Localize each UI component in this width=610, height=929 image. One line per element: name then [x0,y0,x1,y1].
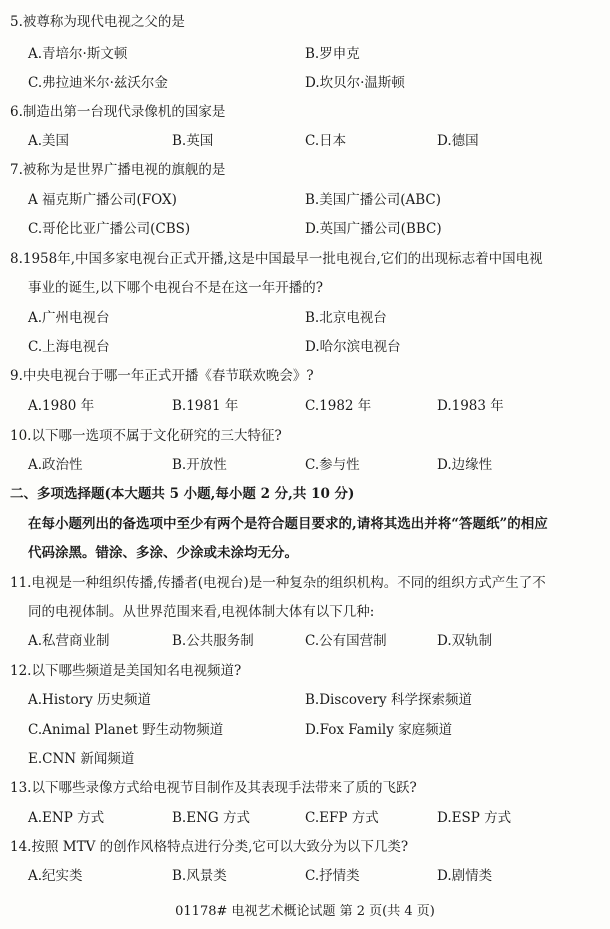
question-8-stem-line2: 事业的诞生,以下哪个电视台不是在这一年开播的? [28,280,324,296]
section-2-heading: 二、多项选择题(本大题共 5 小题,每小题 2 分,共 10 分) [10,486,355,502]
q14-option-b: B.风景类 [172,868,227,884]
q5-option-d: D.坎贝尔·温斯顿 [305,75,405,91]
q11-option-b: B.公共服务制 [172,633,254,649]
q13-option-b: B.ENG 方式 [172,810,250,826]
q10-option-d: D.边缘性 [437,457,493,473]
question-7-stem: 7.被称为是世界广播电视的旗舰的是 [10,162,226,178]
q13-option-d: D.ESP 方式 [437,810,512,826]
q10-option-a: A.政治性 [28,457,83,473]
q11-option-a: A.私营商业制 [28,633,110,649]
q11-option-d: D.双轨制 [437,633,493,649]
q7-option-d: D.英国广播公司(BBC) [305,221,442,237]
q9-option-c: C.1982 年 [305,398,372,414]
q6-option-d: D.德国 [437,133,479,149]
question-10-stem: 10.以下哪一选项不属于文化研究的三大特征? [10,428,282,444]
question-13-stem: 13.以下哪些录像方式给电视节目制作及其表现手法带来了质的飞跃? [10,780,417,796]
q12-option-c: C.Animal Planet 野生动物频道 [28,722,224,738]
q9-option-b: B.1981 年 [172,398,239,414]
q5-option-c: C.弗拉迪米尔·兹沃尔金 [28,75,168,91]
q9-option-a: A.1980 年 [28,398,95,414]
section-2-instructions-line2: 代码涂黑。错涂、多涂、少涂或未涂均无分。 [28,545,298,561]
question-8-stem-line1: 8.1958年,中国多家电视台正式开播,这是中国最早一批电视台,它们的出现标志着中国电视 [10,251,543,267]
q7-option-a: A 福克斯广播公司(FOX) [28,192,177,208]
question-11-stem-line1: 11.电视是一种组织传播,传播者(电视台)是一种复杂的组织机构。不同的组织方式产生了不 [10,575,546,591]
q11-option-c: C.公有国营制 [305,633,387,649]
q10-option-c: C.参与性 [305,457,360,473]
question-9-stem: 9.中央电视台于哪一年正式开播《春节联欢晚会》? [10,368,314,384]
q7-option-b: B.美国广播公司(ABC) [305,192,441,208]
q10-option-b: B.开放性 [172,457,227,473]
q12-option-d: D.Fox Family 家庭频道 [305,722,453,738]
q14-option-a: A.纪实类 [28,868,83,884]
q6-option-c: C.日本 [305,133,347,149]
q12-option-b: B.Discovery 科学探索频道 [305,692,472,708]
q5-option-b: B.罗申克 [305,46,360,62]
question-6-stem: 6.制造出第一台现代录像机的国家是 [10,104,226,120]
q6-option-a: A.美国 [28,133,70,149]
q9-option-d: D.1983 年 [437,398,504,414]
question-5-stem: 5.被尊称为现代电视之父的是 [10,14,185,30]
question-11-stem-line2: 同的电视体制。从世界范围来看,电视体制大体有以下几种: [28,604,375,620]
question-12-stem: 12.以下哪些频道是美国知名电视频道? [10,663,242,679]
q12-option-a: A.History 历史频道 [28,692,151,708]
q13-option-a: A.ENP 方式 [28,810,105,826]
q8-option-a: A.广州电视台 [28,310,110,326]
page-footer: 01178# 电视艺术概论试题 第 2 页(共 4 页) [175,904,435,919]
q6-option-b: B.英国 [172,133,214,149]
q13-option-c: C.EFP 方式 [305,810,379,826]
q8-option-b: B.北京电视台 [305,310,387,326]
q8-option-d: D.哈尔滨电视台 [305,339,401,355]
q5-option-a: A.青培尔·斯文顿 [28,46,128,62]
q12-option-e: E.CNN 新闻频道 [28,751,135,767]
q8-option-c: C.上海电视台 [28,339,110,355]
q14-option-d: D.剧情类 [437,868,493,884]
section-2-instructions-line1: 在每小题列出的备选项中至少有两个是符合题目要求的,请将其选出并将“答题纸”的相应 [28,516,548,532]
q14-option-c: C.抒情类 [305,868,360,884]
question-14-stem: 14.按照 MTV 的创作风格特点进行分类,它可以大致分为以下几类? [10,839,409,855]
q7-option-c: C.哥伦比亚广播公司(CBS) [28,221,191,237]
